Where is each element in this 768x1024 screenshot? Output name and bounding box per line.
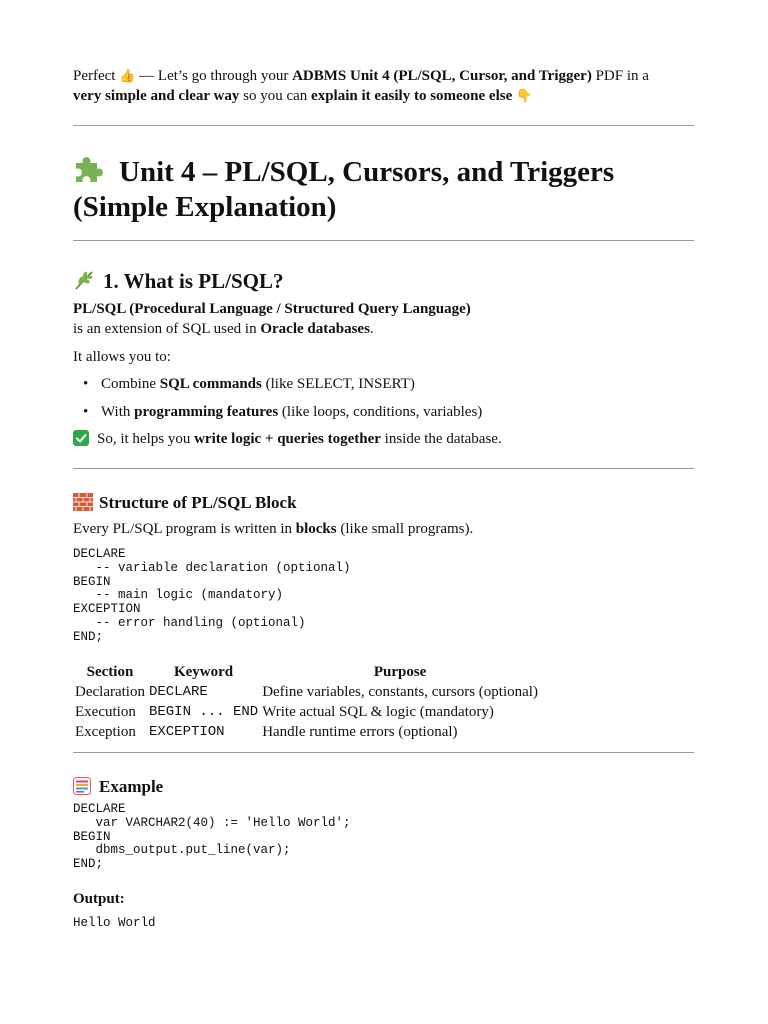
- output-label: Output:: [73, 891, 125, 907]
- check-mark-icon: [73, 430, 89, 446]
- table-row: [73, 702, 540, 722]
- table-cell: Handle runtime errors (optional): [262, 723, 458, 740]
- structure-text: Every PL/SQL program is written in blocks (like small programs).: [73, 521, 474, 537]
- code-block-example: DECLARE var VARCHAR2(40) := 'Hello World'; BEGIN dbms_output.put_line(var); END;: [73, 802, 351, 872]
- herb-icon: [73, 269, 95, 291]
- list-item: • With programming features (like loops, conditions, variables): [83, 404, 483, 420]
- table-row: [73, 722, 540, 742]
- puzzle-piece-icon: [73, 154, 105, 184]
- brick-icon: [73, 493, 91, 511]
- table-cell: Define variables, constants, cursors (optional): [262, 683, 538, 700]
- intro-paragraph: Perfect 👍 — Let’s go through your ADBMS Unit 4 (PL/SQL, Cursor, and Trigger) PDF in a very simple and clear way so you can explain it easily to someone else 👇: [73, 68, 649, 104]
- output-block: Hello World: [73, 916, 156, 930]
- table-cell: BEGIN ... END: [148, 704, 259, 720]
- code-block-structure: DECLARE -- variable declaration (optional) BEGIN -- main logic (mandatory) EXCEPTION -- error handling (optional) END;: [73, 547, 351, 644]
- table-header-row: [73, 662, 540, 682]
- table-cell: Execution: [75, 703, 136, 720]
- table-header: Purpose: [373, 663, 427, 680]
- page-title: Unit 4 – PL/SQL, Cursors, and Triggers (Simple Explanation): [73, 156, 615, 223]
- table-cell: Exception: [75, 723, 136, 740]
- table-header: Section: [86, 663, 134, 680]
- divider: [73, 468, 694, 469]
- section-heading-structure: Structure of PL/SQL Block: [73, 492, 297, 514]
- summary-note: So, it helps you write logic + queries together inside the database.: [73, 429, 694, 449]
- divider: [73, 240, 694, 241]
- table-cell: EXCEPTION: [148, 724, 225, 740]
- table-cell: Declaration: [75, 683, 145, 700]
- section-heading-example: Example: [73, 776, 163, 798]
- divider: [73, 125, 694, 126]
- pl-sql-definition: PL/SQL (Procedural Language / Structured Query Language) is an extension of SQL used in Oracle databases.: [73, 301, 471, 337]
- point-down-icon: 👇: [516, 88, 533, 103]
- table-header: Keyword: [173, 663, 234, 680]
- divider: [73, 752, 694, 753]
- section-heading-pl-sql: 1. What is PL/SQL?: [73, 268, 284, 294]
- table-row: [73, 682, 540, 702]
- table-cell: DECLARE: [148, 684, 208, 700]
- notepad-icon: [73, 777, 91, 795]
- structure-table: [73, 662, 540, 742]
- table-cell: Write actual SQL & logic (mandatory): [262, 703, 494, 720]
- allows-text: It allows you to:: [73, 349, 171, 365]
- thumbs-up-icon: 👍: [119, 68, 136, 83]
- list-item: • Combine SQL commands (like SELECT, INSERT): [83, 376, 415, 392]
